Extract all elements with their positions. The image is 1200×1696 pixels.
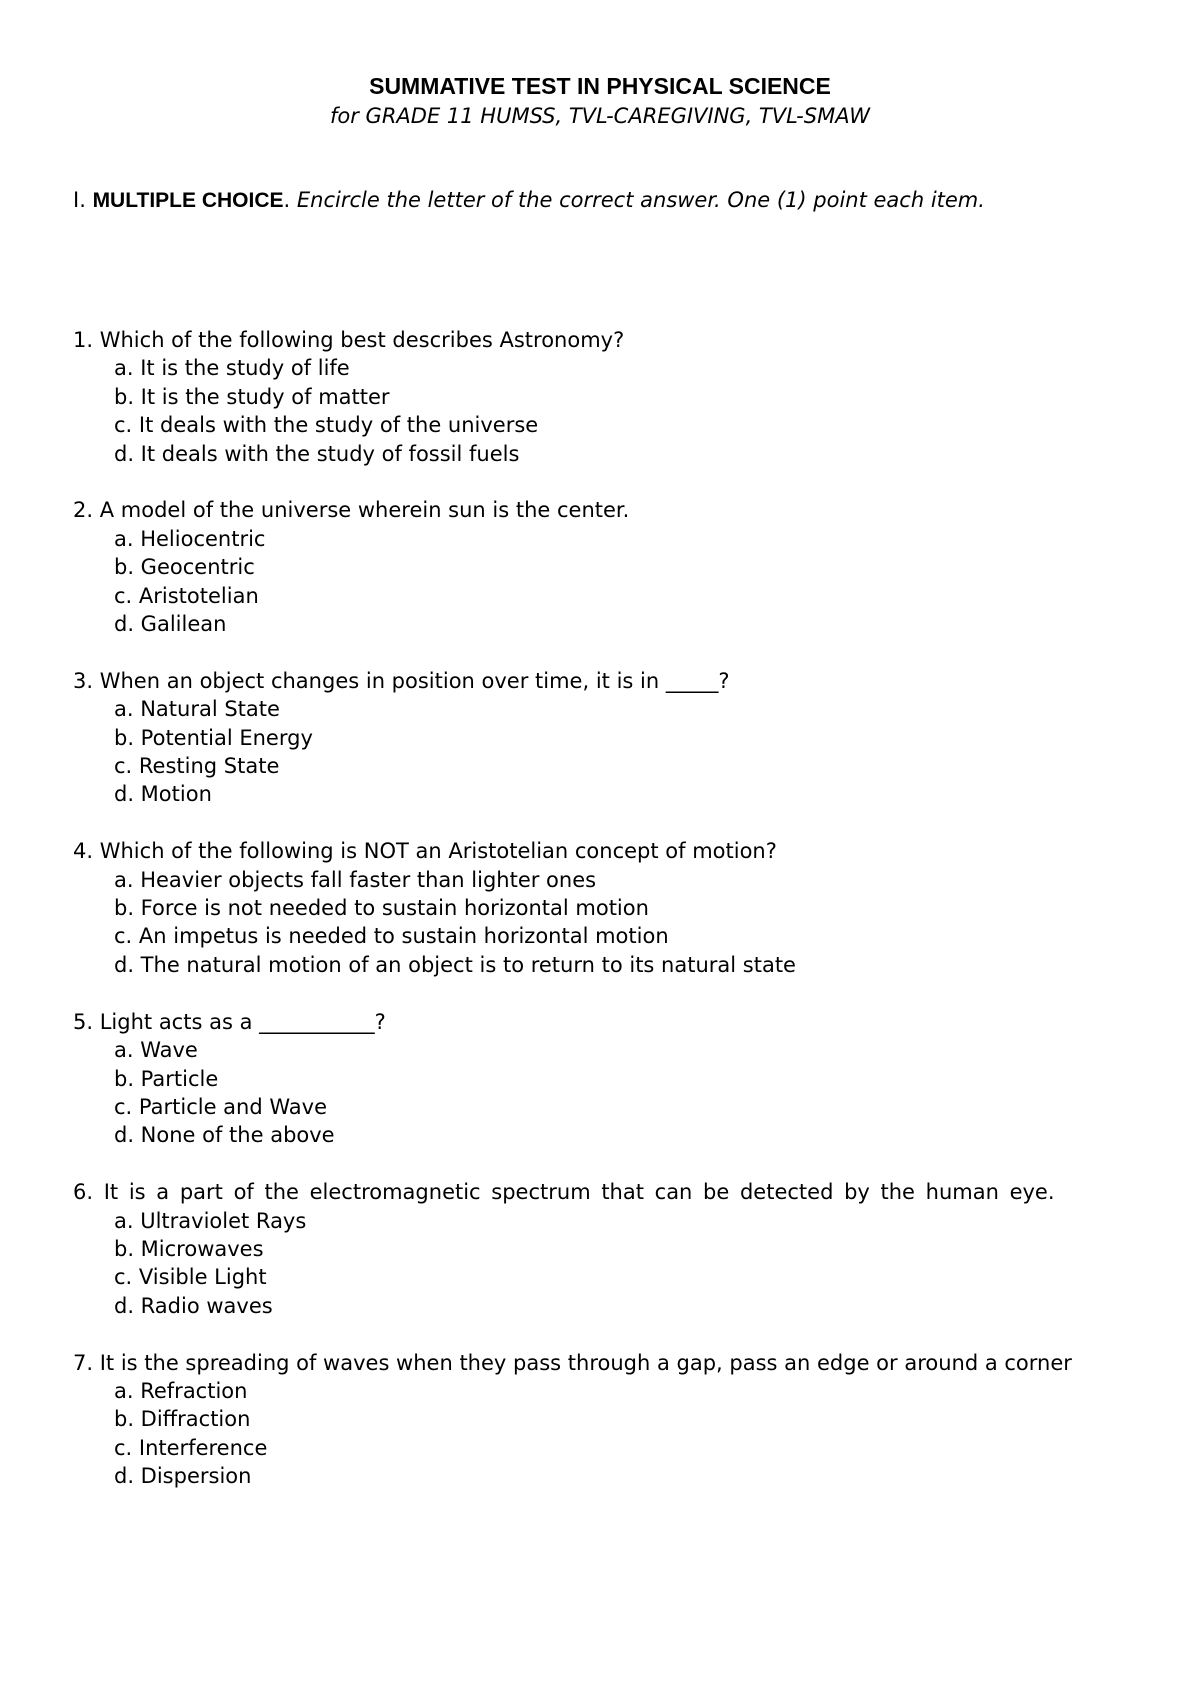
- answer-option[interactable]: d. It deals with the study of fossil fuels: [114, 441, 520, 466]
- answer-options: [73, 354, 1133, 468]
- question-text-line: [73, 837, 1133, 865]
- answer-option[interactable]: d. None of the above: [114, 1123, 335, 1148]
- document-title: SUMMATIVE TEST IN PHYSICAL SCIENCE: [369, 73, 831, 99]
- answer-options: [73, 1207, 1133, 1321]
- answer-option[interactable]: a. Heavier objects fall faster than lighter ones: [114, 867, 597, 892]
- question-text-line: [73, 1178, 1133, 1206]
- answer-options: [73, 1377, 1133, 1491]
- question-item: [73, 1349, 1133, 1491]
- question-number: 6.: [73, 1180, 94, 1205]
- answer-options: [73, 866, 1133, 980]
- answer-option[interactable]: d. Radio waves: [114, 1293, 273, 1318]
- answer-option[interactable]: c. An impetus is needed to sustain horizontal motion: [114, 924, 669, 949]
- question-item: [73, 1178, 1133, 1320]
- question-text: It is the spreading of waves when they pass through a gap, pass an edge or around a corner: [99, 1350, 1072, 1375]
- answer-option[interactable]: d. Galilean: [114, 612, 227, 637]
- answer-option[interactable]: a. Natural State: [114, 697, 280, 722]
- answer-options: [73, 525, 1133, 639]
- question-text-line: [73, 1349, 1133, 1377]
- question-text: When an object changes in position over time, it is in _____?: [99, 668, 730, 693]
- answer-option[interactable]: b. Potential Energy: [114, 725, 313, 750]
- answer-option[interactable]: d. The natural motion of an object is to return to its natural state: [114, 952, 796, 977]
- question-item: [73, 1008, 1133, 1150]
- answer-option[interactable]: a. Wave: [114, 1038, 198, 1063]
- answer-option[interactable]: c. It deals with the study of the universe: [114, 413, 539, 438]
- answer-option[interactable]: c. Particle and Wave: [114, 1094, 327, 1119]
- answer-option[interactable]: a. Refraction: [114, 1378, 248, 1403]
- answer-option[interactable]: a. Ultraviolet Rays: [114, 1208, 307, 1233]
- answer-option[interactable]: c. Visible Light: [114, 1265, 267, 1290]
- answer-option[interactable]: b. It is the study of matter: [114, 384, 390, 409]
- question-text-line: [73, 667, 1133, 695]
- question-text: Light acts as a ___________?: [99, 1009, 386, 1034]
- answer-option[interactable]: d. Motion: [114, 782, 212, 807]
- question-item: [73, 326, 1133, 468]
- question-text-line: [73, 496, 1133, 524]
- question-text: It is a part of the electromagnetic spectrum that can be detected by the human eye.: [103, 1180, 1055, 1205]
- question-number: 4.: [73, 839, 94, 864]
- answer-option[interactable]: b. Force is not needed to sustain horizontal motion: [114, 896, 649, 921]
- document-subtitle: for GRADE 11 HUMSS, TVL-CAREGIVING, TVL-SMAW: [330, 104, 870, 128]
- question-item: [73, 496, 1133, 638]
- answer-option[interactable]: b. Microwaves: [114, 1236, 264, 1261]
- section-instructions-text: Encircle the letter of the correct answer. One (1) point each item.: [296, 188, 985, 212]
- question-list: [73, 326, 1133, 1519]
- question-text: A model of the universe wherein sun is the center.: [99, 498, 630, 523]
- question-number: 1.: [73, 328, 94, 352]
- answer-option[interactable]: a. Heliocentric: [114, 526, 266, 551]
- answer-option[interactable]: d. Dispersion: [114, 1464, 252, 1489]
- section-heading: MULTIPLE CHOICE: [92, 189, 284, 212]
- question-text-line: [73, 1008, 1133, 1036]
- question-number: 3.: [73, 668, 94, 693]
- answer-option[interactable]: c. Aristotelian: [114, 583, 259, 608]
- question-number: 5.: [73, 1009, 94, 1034]
- answer-options: [73, 695, 1133, 809]
- section-instructions: [73, 186, 1133, 215]
- answer-option[interactable]: a. It is the study of life: [114, 356, 350, 381]
- question-text-line: [73, 326, 1133, 354]
- answer-option[interactable]: c. Resting State: [114, 754, 280, 779]
- section-number: I.: [73, 188, 86, 212]
- question-item: [73, 667, 1133, 809]
- answer-option[interactable]: b. Diffraction: [114, 1407, 251, 1432]
- question-item: [73, 837, 1133, 979]
- question-number: 2.: [73, 498, 94, 523]
- question-text: Which of the following is NOT an Aristotelian concept of motion?: [99, 839, 777, 864]
- section-heading-punct: .: [283, 188, 291, 212]
- question-number: 7.: [73, 1350, 94, 1375]
- answer-options: [73, 1036, 1133, 1150]
- answer-option[interactable]: b. Geocentric: [114, 555, 255, 580]
- answer-option[interactable]: b. Particle: [114, 1066, 219, 1091]
- question-text: Which of the following best describes Astronomy?: [99, 328, 625, 352]
- answer-option[interactable]: c. Interference: [114, 1435, 268, 1460]
